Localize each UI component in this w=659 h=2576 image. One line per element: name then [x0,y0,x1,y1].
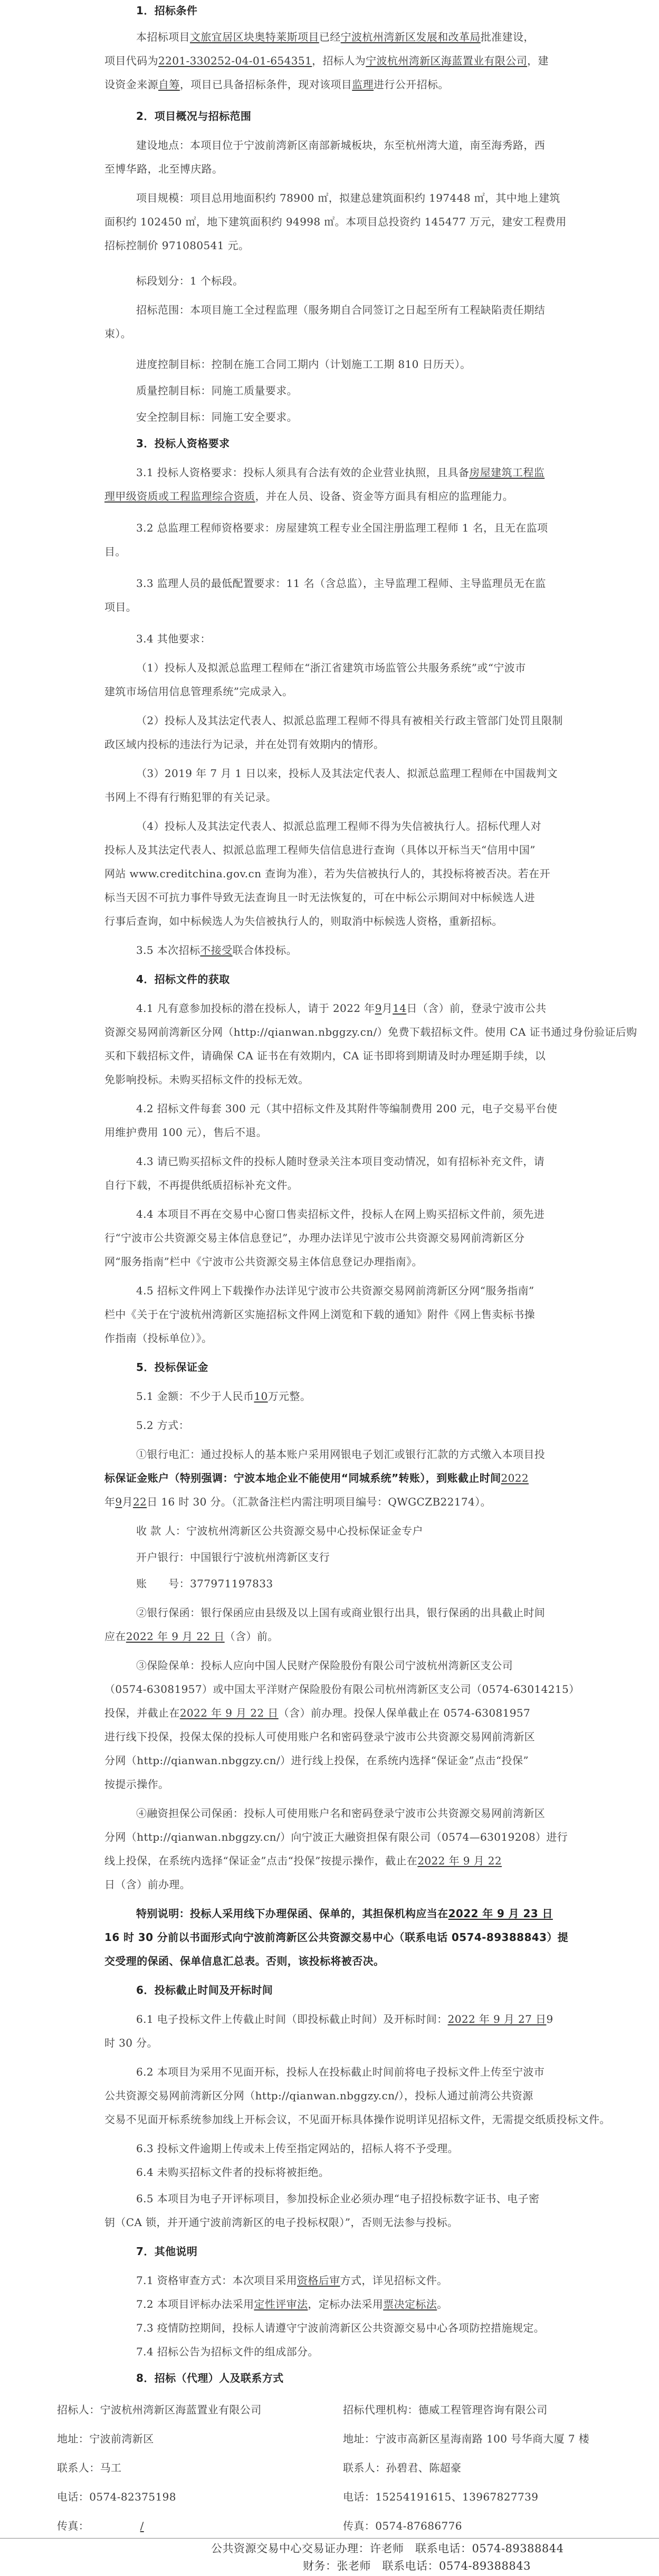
deposit-amount: 10 [254,1390,268,1403]
s6-line-1: 6.1 电子投标文件上传截止时间（即投标截止时间）及开标时间：2022 年 9 月 27 日9 [136,2013,553,2025]
agent-info: 招标代理机构：德威工程管理咨询有限公司 [343,2403,548,2416]
section-5-title: 5．投标保证金 [136,1361,208,1374]
s6-line-5: 交易不见面开标系统参加线上开标会议，不见面开标具体操作说明详见招标文件，无需提交纸质投标文件。 [104,2113,610,2126]
s5-line-5: 年9月22日 16 时 30 分。（汇款备注栏内需注明项目编号：QWGCZB22174）。 [104,1495,491,1508]
section-3-title: 3．投标人资格要求 [136,437,230,450]
s2-line-6: 标段划分：1 个标段。 [136,274,244,287]
s3-line-2: 理甲级资质或工程监理综合资质，并在人员、设备、资金等方面具有相应的监理能力。 [104,490,514,503]
s4-line-4: 免影响投标。未购买招标文件的投标无效。 [104,1073,309,1086]
s5-line-2: 5.2 方式： [136,1419,189,1432]
s7-line-1: 7.1 资格审查方式：本次项目采用资格后审方式，详见招标文件。 [136,2274,448,2287]
s3-line-13: 书网上不得有行贿犯罪的有关记录。 [104,791,277,803]
s2-line-5: 招标控制价 971080541 元。 [104,239,250,252]
section-4-title: 4．招标文件的获取 [136,973,230,986]
s3-line-15: 投标人及其法定代表人、拟派总监理工程师失信信息进行查询（具体以开标当天“信用中国” [104,844,536,856]
s3-line-4: 目。 [104,545,126,558]
footer-line-2: 财务：张老师 联系电话：0574-89388843 [303,2560,531,2572]
s5-line-22: 16 时 30 分前以书面形式向宁波前湾新区公共资源交易中心（联系电话 0574-89388843）提 [104,1931,569,1944]
s5-line-21: 特别说明：投标人采用线下办理保函、保单的，其担保机构应当在2022 年 9 月 23 日 [136,1907,553,1920]
fund-source: 自筹 [158,78,180,91]
s3-line-19: 3.5 本次招标不接受联合体投标。 [136,944,297,956]
s4-line-3: 买和下载招标文件，请确保 CA 证书在有效期内，CA 证书即将到期请及时办理延期手续，以 [104,1049,546,1062]
section-2-title: 2．项目概况与招标范围 [136,110,252,122]
s2-line-1: 建设地点：本项目位于宁波前湾新区南部新城板块，东至杭州湾大道，南至海秀路，西 [136,139,546,151]
s3-line-12: （3）2019 年 7 月 1 日以来，投标人及其法定代表人、拟派总监理工程师在中国裁判文 [136,767,558,780]
tenderer-tel: 电话：0574-82375198 [57,2490,176,2503]
tender-type: 监理 [352,78,374,91]
s4-line-14: 作指南（投标单位）》。 [104,1332,213,1344]
s3-line-6: 项目。 [104,601,137,613]
footer-divider [0,2538,659,2539]
s5-line-18: 分网（http://qianwan.nbggzy.cn/）向宁波正大融资担保有限公司（0574—63019208）进行 [104,1831,568,1843]
s4-line-7: 4.3 请已购买招标文件的投标人随时登录关注本项目变动情况，如有招标补充文件，请 [136,1155,545,1168]
tenderer-address: 地址：宁波前湾新区 [57,2432,154,2445]
s2-line-9: 进度控制目标：控制在施工合同工期内（计划施工工期 810 日历天）。 [136,358,471,371]
s4-line-8: 自行下载，不再提供纸质招标补充文件。 [104,1179,299,1191]
s4-line-12: 4.5 招标文件网上下载操作办法详见宁波市公共资源交易网前湾新区分网“服务指南” [136,1284,534,1297]
s1-line-3: 设资金来源自筹，项目已具备招标条件，现对该项目监理进行公开招标。 [104,78,449,91]
s2-line-8: 束）。 [104,327,132,340]
s6-line-8: 6.5 本项目为电子开评标项目，参加投标企业必须办理“电子招投标数字证书、电子密 [136,2192,540,2205]
s4-line-6: 用维护费用 100 元），售后不退。 [104,1126,268,1139]
agent-contact: 联系人：孙碧君、陈超豪 [343,2461,462,2474]
section-7-title: 7．其他说明 [136,2245,198,2258]
s4-line-1: 4.1 凡有意参加投标的潜在投标人，请于 2022 年9月14日（含）前，登录宁波市公共 [136,1002,547,1015]
project-name: 文旅宜居区块奥特莱斯项目 [190,31,319,43]
agent-address: 地址：宁波市高新区星海南路 100 号华商大厦 7 楼 [343,2432,590,2445]
s5-line-9: ②银行保函：银行保函应由县级及以上国有或商业银行出具，银行保函的出具截止时间 [136,1606,546,1619]
section-8-title: 8．招标（代理）人及联系方式 [136,2372,284,2384]
s4-line-10: 行“宁波市公共资源交易主体信息登记”，办理办法详见宁波市公共资源交易网前湾新区分 [104,1232,525,1244]
approval-authority: 宁波杭州湾新区发展和改革局 [340,31,481,43]
agent-fax: 传真：0574-87686776 [343,2520,462,2532]
s5-line-7: 开户银行：中国银行宁波杭州湾新区支行 [136,1551,330,1564]
s3-line-9: 建筑市场信用信息管理系统”完成录入。 [104,685,293,698]
s1-line-2: 项目代码为2201-330252-04-01-654351，招标人为宁波杭州湾新区海蓝置业有限公司，建 [104,54,549,67]
s2-line-10: 质量控制目标：同施工质量要求。 [136,384,298,397]
s5-line-15: 分网（http://qianwan.nbggzy.cn/）进行线上投保，在系统内选择“保证金”点击“投保” [104,1754,529,1767]
s3-line-18: 行事后查询，如中标候选人为失信被执行人的，则取消中标候选人资格，重新招标。 [104,915,503,927]
s5-line-3: ①银行电汇：通过投标人的基本账户采用网银电子划汇或银行汇款的方式缴入本项目投 [136,1448,546,1461]
s4-line-5: 4.2 招标文件每套 300 元（其中招标文件及其附件等编制费用 200 元，电子交易平台使 [136,1102,558,1115]
s3-line-7: 3.4 其他要求： [136,632,211,645]
s5-line-1: 5.1 金额：不少于人民币10万元整。 [136,1390,311,1403]
s3-line-3: 3.2 总监理工程师资格要求：房屋建筑工程专业全国注册监理工程师 1 名，且无在监项 [136,522,548,534]
s5-line-20: 日（含）前办理。 [104,1878,191,1891]
s4-line-9: 4.4 本项目不再在交易中心窗口售卖招标文件，投标人在网上购买招标文件前，须先进 [136,1208,545,1220]
s6-line-9: 钥（CA 锁，并开通宁波前湾新区的电子投标权限）”，否则无法参与投标。 [104,2216,459,2229]
s5-line-4: 标保证金账户（特别强调：宁波本地企业不能使用“同城系统”转账），到账截止时间2022 [104,1472,529,1484]
project-code: 2201-330252-04-01-654351 [158,54,312,67]
agent-tel: 电话：15254191615、13967827739 [343,2490,539,2503]
s4-line-13: 栏中《关于在宁波杭州湾新区实施招标文件网上浏览和下载的通知》附件《网上售卖标书操 [104,1308,535,1321]
s2-line-7: 招标范围：本项目施工全过程监理（服务期自合同签订之日起至所有工程缺陷责任期结 [136,304,546,316]
s5-line-8: 账 号：377971197833 [136,1577,273,1590]
qualification-requirement: 房屋建筑工程监 [469,466,545,479]
section-6-title: 6．投标截止时间及开标时间 [136,1984,273,1996]
s2-line-3: 项目规模：项目总用地面积约 78900 ㎡，拟建总建筑面积约 197448 ㎡，其中地上建筑 [136,192,560,204]
s5-line-19: 线上投保，在系统内选择“保证金”点击“投保”按提示操作，截止在2022 年 9 月 22 [104,1854,502,1867]
tenderer-fax: 传真： / [57,2520,144,2532]
s5-line-23: 交受理的保函、保单信息汇总表。否则，该投标将被否决。 [104,1955,385,1967]
s5-line-12: （0574-63081957）或中国太平洋财产保险股份有限公司杭州湾新区支公司（0574-63014215） [104,1683,580,1696]
s1-line-1: 本招标项目文旅宜居区块奥特莱斯项目已经宁波杭州湾新区发展和改革局批准建设， [136,31,534,43]
s6-line-6: 6.3 投标文件逾期上传或未上传至指定网站的，招标人将不予受理。 [136,2142,459,2155]
s2-line-11: 安全控制目标：同施工安全要求。 [136,411,298,423]
s5-line-10: 应在2022 年 9 月 22 日（含）前。 [104,1630,279,1643]
s5-line-14: 进行线下投保，投保太保的投标人可使用账户名和密码登录宁波市公共资源交易网前湾新区 [104,1730,535,1743]
s6-line-3: 6.2 本项目为采用不见面开标，投标人在投标截止时间前将电子投标文件上传至宁波市 [136,2066,545,2078]
s3-line-5: 3.3 监理人员的最低配置要求：11 名（含总监），主导监理工程师、主导监理员无在监 [136,577,546,590]
s5-line-11: ③保险保单：投标人应向中国人民财产保险股份有限公司宁波杭州湾新区支公司 [136,1659,513,1672]
s6-line-7: 6.4 未购买招标文件者的投标将被拒绝。 [136,2166,330,2179]
s2-line-4: 面积约 102450 ㎡，地下建筑面积约 94998 ㎡。本项目总投资约 145477 万元，建安工程费用 [104,215,567,228]
s7-line-3: 7.3 疫情防控期间，投标人请遵守宁波前湾新区公共资源交易中心各项防控措施规定。 [136,2322,545,2334]
s3-line-14: （4）投标人及其法定代表人、拟派总监理工程师不得为失信被执行人。招标代理人对 [136,820,541,832]
s7-line-2: 7.2 本项目评标办法采用定性评审法，定标办法采用票决定标法。 [136,2298,448,2310]
footer-line-1: 公共资源交易中心交易证办理：许老师 联系电话：0574-89388844 [211,2542,564,2555]
tenderer-name: 宁波杭州湾新区海蓝置业有限公司 [366,54,528,67]
section-1-title: 1．招标条件 [136,4,198,17]
s3-line-10: （2）投标人及其法定代表人、拟派总监理工程师不得具有被相关行政主管部门处罚且限制 [136,714,563,727]
s3-line-11: 政区域内投标的违法行为记录，并在处罚有效期内的情形。 [104,738,385,751]
s6-line-2: 时 30 分。 [104,2037,158,2049]
s5-line-6: 收 款 人：宁波杭州湾新区公共资源交易中心投标保证金专户 [136,1524,423,1537]
s3-line-8: （1）投标人及拟派总监理工程师在“浙江省建筑市场监管公共服务系统”或“宁波市 [136,661,526,674]
s4-line-2: 资源交易网前湾新区分网（http://qianwan.nbggzy.cn/）免费下载招标文件。使用 CA 证书通过身份验证后购 [104,1026,637,1038]
tenderer-info: 招标人：宁波杭州湾新区海蓝置业有限公司 [57,2403,262,2416]
s2-line-2: 至博华路，北至博庆路。 [104,163,223,175]
s3-line-1: 3.1 投标人资格要求：投标人须具有合法有效的企业营业执照，且具备房屋建筑工程监 [136,466,545,479]
s4-line-11: 网“服务指南”栏中《宁波市公共资源交易主体信息登记办理指南》。 [104,1255,423,1268]
s6-line-4: 公共资源交易网前湾新区分网（http://qianwan.nbggzy.cn/），投标人通过前湾公共资源 [104,2089,533,2102]
s5-line-17: ④融资担保公司保函：投标人可使用账户名和密码登录宁波市公共资源交易网前湾新区 [136,1807,546,1820]
s5-line-13: 投保，并截止在2022 年 9 月 22 日（含）前办理。投保人保单截止在 0574-63081957 [104,1707,531,1719]
s3-line-16: 网站 www.creditchina.gov.cn 查询为准），若为失信被执行人的，其投标将被否决。若在开 [104,867,550,880]
tenderer-contact: 联系人：马工 [57,2461,122,2474]
s3-line-17: 标当天因不可抗力事件导致无法查询且一时无法恢复的，可在中标公示期间对中标候选人进 [104,891,535,904]
s5-line-16: 按提示操作。 [104,1778,169,1791]
s7-line-4: 7.4 招标公告为招标文件的组成部分。 [136,2345,319,2358]
